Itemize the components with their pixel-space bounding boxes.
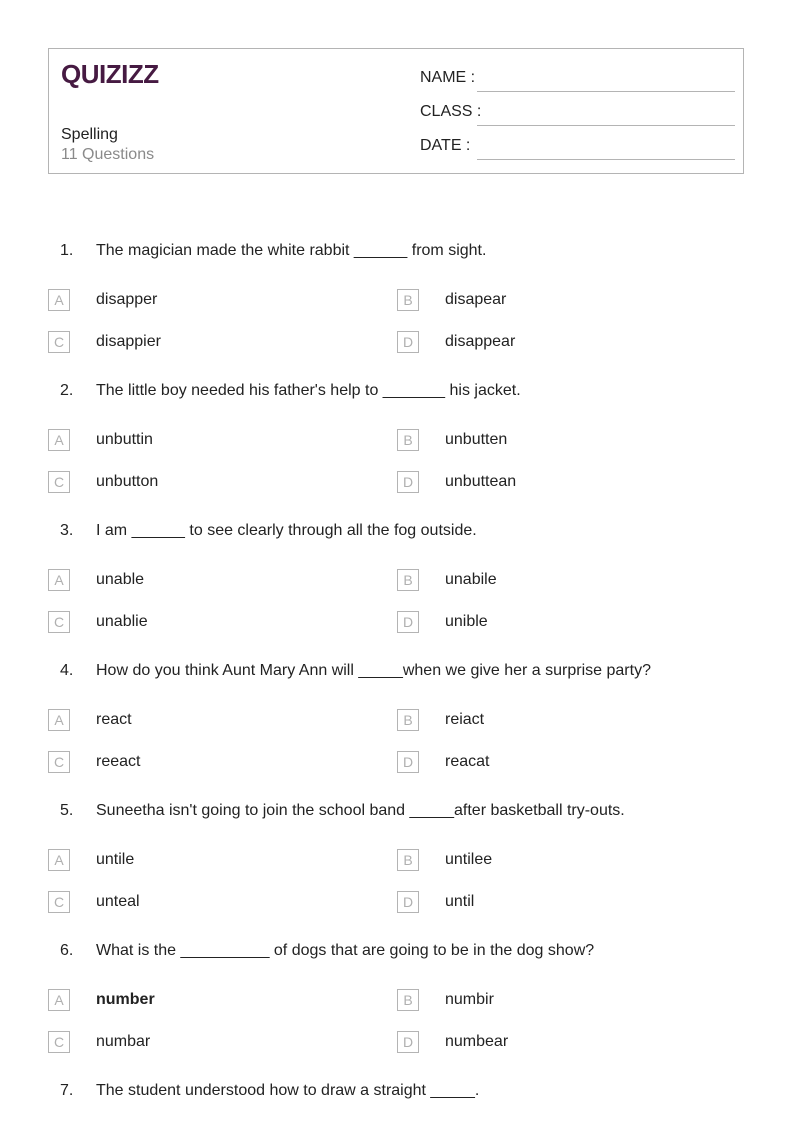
option-text: until [445, 893, 475, 910]
quizizz-logo: QUIZIZZ [61, 59, 159, 89]
option-letter-box: C [48, 1031, 70, 1053]
question-count: 11 Questions [61, 146, 155, 163]
option-letter-box: D [397, 1031, 419, 1053]
option-letter-box: D [397, 471, 419, 493]
option-text: reiact [445, 711, 485, 728]
question-text: The magician made the white rabbit ______ from sight. [96, 242, 487, 259]
option-letter-box: A [48, 569, 70, 591]
question-number: 1. [60, 242, 74, 259]
option-letter-box: B [397, 569, 419, 591]
option-text: unbuttin [96, 431, 153, 448]
option-text: disappear [445, 333, 516, 350]
option-letter-box: D [397, 751, 419, 773]
question-text: The little boy needed his father's help to _______ his jacket. [96, 382, 521, 399]
option-text: untile [96, 851, 135, 868]
option-letter-box: A [48, 989, 70, 1011]
option-text: disappier [96, 333, 161, 350]
class-line [477, 125, 735, 126]
option-letter-box: B [397, 289, 419, 311]
option-text: unbutten [445, 431, 508, 448]
name-line [477, 91, 735, 92]
option-text: reacat [445, 753, 490, 770]
option-text: unabile [445, 571, 497, 588]
name-label: NAME : [420, 69, 476, 86]
option-text: unable [96, 571, 145, 588]
option-letter-box: D [397, 891, 419, 913]
question-text: What is the __________ of dogs that are going to be in the dog show? [96, 942, 595, 959]
option-letter-box: A [48, 849, 70, 871]
question-text: How do you think Aunt Mary Ann will _____when we give her a surprise party? [96, 662, 651, 679]
option-text: react [96, 711, 132, 728]
question-number: 2. [60, 382, 74, 399]
class-label: CLASS : [420, 103, 482, 120]
question-number: 3. [60, 522, 74, 539]
option-letter-box: C [48, 751, 70, 773]
option-letter-box: B [397, 849, 419, 871]
class-field[interactable] [420, 103, 735, 127]
option-letter-box: B [397, 709, 419, 731]
option-letter-box: C [48, 331, 70, 353]
option-text: disapear [445, 291, 507, 308]
option-text: numbar [96, 1033, 151, 1050]
date-label: DATE : [420, 137, 471, 154]
option-letter-box: B [397, 429, 419, 451]
option-text: disapper [96, 291, 158, 308]
option-text: numbir [445, 991, 494, 1008]
option-text: unbuttean [445, 473, 517, 490]
worksheet-header [48, 48, 744, 174]
option-text: unible [445, 613, 488, 630]
option-letter-box: C [48, 891, 70, 913]
option-text: unbutton [96, 473, 159, 490]
option-text: numbear [445, 1033, 509, 1050]
date-field[interactable] [420, 137, 735, 161]
option-letter-box: A [48, 289, 70, 311]
question-number: 6. [60, 942, 74, 959]
option-letter-box: A [48, 429, 70, 451]
option-letter-box: C [48, 611, 70, 633]
option-letter-box: D [397, 331, 419, 353]
question-text: Suneetha isn't going to join the school band _____after basketball try-outs. [96, 802, 625, 819]
option-text: unteal [96, 893, 140, 910]
worksheet-title: Spelling [61, 126, 118, 143]
question-number: 4. [60, 662, 74, 679]
question-number: 7. [60, 1082, 74, 1099]
option-text: reeact [96, 753, 141, 770]
option-letter-box: D [397, 611, 419, 633]
option-text: untilee [445, 851, 493, 868]
question-text: I am ______ to see clearly through all the fog outside. [96, 522, 477, 539]
question-number: 5. [60, 802, 74, 819]
option-text: unablie [96, 613, 148, 630]
option-text: number [96, 991, 155, 1008]
name-field[interactable] [420, 69, 735, 93]
option-letter-box: A [48, 709, 70, 731]
date-line [477, 159, 735, 160]
option-letter-box: C [48, 471, 70, 493]
question-text: The student understood how to draw a straight _____. [96, 1082, 480, 1099]
option-letter-box: B [397, 989, 419, 1011]
